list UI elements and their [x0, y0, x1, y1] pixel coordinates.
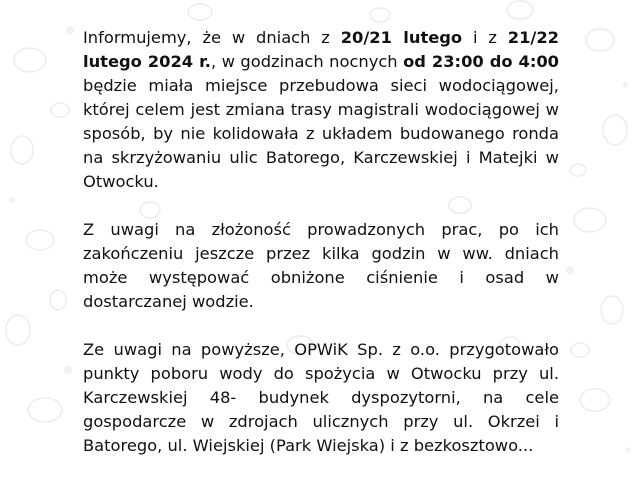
date-range-1: 20/21 lutego [340, 28, 463, 47]
intro-text: Informujemy, że w dniach z [83, 28, 341, 47]
notice-paragraph-2: Z uwagi na złożoność prowadzonych prac, po ich zakończeniu jeszcze przez kilka godzin w ww. dniach może występować obniżone ciśnienie i osad w dostarczanej wodzie. [83, 220, 559, 311]
notice-paragraph-1 [83, 26, 559, 194]
hours-intro-text: , w godzinach nocnych [210, 52, 404, 71]
hours-range: od 23:00 do 4:00 [403, 52, 559, 71]
notice-text [83, 26, 559, 458]
date-range-2: 21/22 lutego 2024 r. [83, 28, 559, 71]
connector-text: i z [462, 28, 508, 47]
notice-paragraph-3: Ze uwagi na powyższe, OPWiK Sp. z o.o. przygotowało punkty poboru wody do spożycia w Otwocku przy ul. Karczewskiej 48- budynek dyspozytorni, na cele gospodarcze w zdrojach ulicznych przy ul. Okrzei i Batorego, ul. Wiejskiej (Park Wiejska) i z bezkosztowo... [83, 340, 559, 455]
work-description: będzie miała miejsce przebudowa sieci wodociągowej, której celem jest zmiana trasy magistrali wodociągowej w sposób, by nie kolidowała z układem budowanego ronda na skrzyżowaniu ulic Batorego, Karczewskiej i Matejki w Otwocku. [83, 76, 559, 191]
